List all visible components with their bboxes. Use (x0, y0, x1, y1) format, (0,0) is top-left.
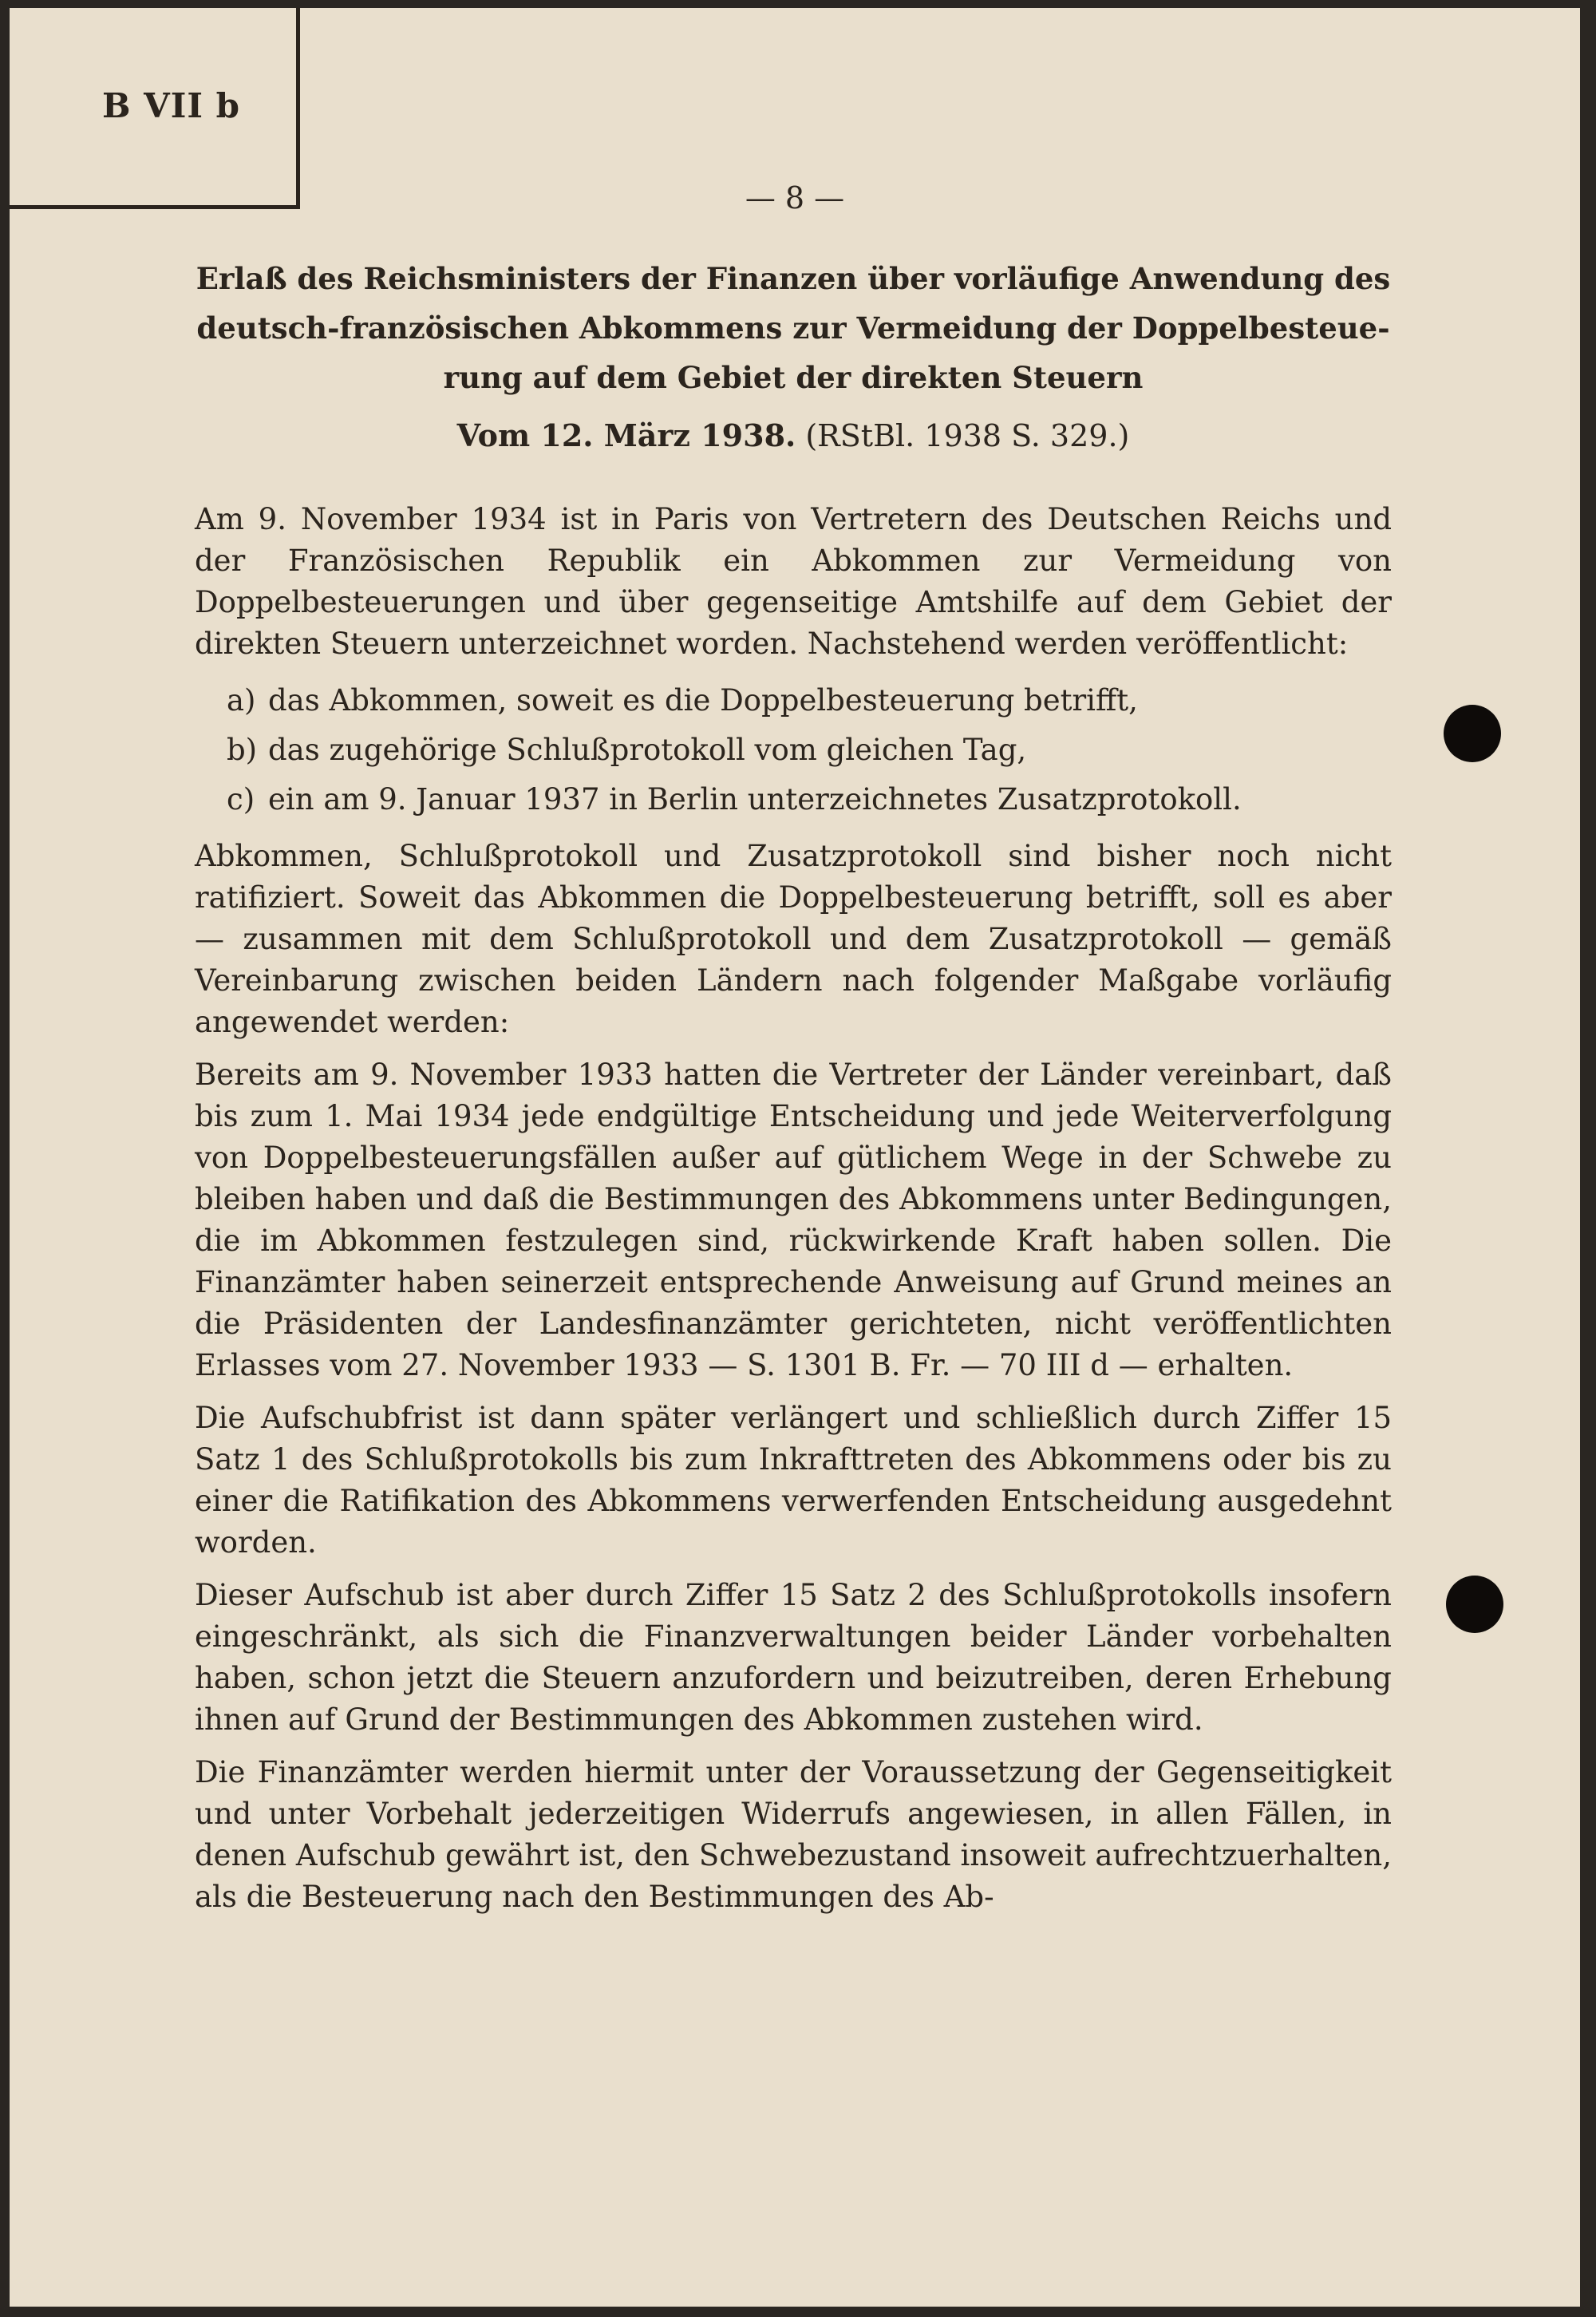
intro-paragraph: Am 9. November 1934 ist in Paris von Vertretern des Deutschen Reichs und der Französischen Republik ein Abkommen zur Vermeidung von Doppelbesteuerungen und über gegenseitige Amtshilfe auf dem Gebiet der direkten Steuern unterzeichnet worden. Nachstehend werden veröffentlicht: (195, 502, 1392, 661)
body-paragraph: Dieser Aufschub ist aber durch Ziffer 15 Satz 2 des Schlußprotokolls insofern eingeschränkt, als sich die Finanzverwaltungen beider Länder vorbehalten haben, schon jetzt die Steuern anzufordern und beizutreiben, deren Erhebung ihnen auf Grund der Bestimmungen des Abkommen zustehen wird. (195, 1578, 1392, 1737)
document-date: Vom 12. März 1938. (456, 417, 796, 453)
publication-list (195, 676, 1392, 824)
list-marker: c) (227, 782, 255, 816)
body-paragraph: Die Finanzämter werden hiermit unter der Voraussetzung der Gegenseitigkeit und unter Vorbehalt jederzeitigen Widerrufs angewiesen, in allen Fällen, in denen Aufschub gewährt ist, den Schwebezustand insoweit aufrechtzuerhalten, als die Besteuerung nach den Bestimmungen des Ab- (195, 1755, 1392, 1914)
list-item (227, 775, 1392, 824)
document-body (195, 499, 1392, 1929)
section-tab (10, 8, 300, 209)
list-item-text: ein am 9. Januar 1937 in Berlin unterzeichnetes Zusatzprotokoll. (268, 782, 1242, 816)
title-line: Erlaß des Reichsministers der Finanzen über vorläufige Anwendung des (196, 261, 1391, 296)
list-marker: a) (227, 683, 256, 718)
page-number: — 8 — (745, 180, 845, 215)
body-paragraph: Die Aufschubfrist ist dann später verlängert und schließlich durch Ziffer 15 Satz 1 des Schlußprotokolls bis zum Inkrafttreten des Abkommens oder bis zu einer die Ratifikation des Abkommens verwerfenden Entscheidung ausgedehnt worden. (195, 1401, 1392, 1560)
document-title (192, 254, 1395, 402)
document-source: (RStBl. 1938 S. 329.) (805, 418, 1130, 453)
list-item-text: das Abkommen, soweit es die Doppelbesteuerung betrifft, (268, 683, 1138, 718)
document-page (10, 8, 1580, 2307)
list-item (227, 726, 1392, 775)
body-paragraph: Abkommen, Schlußprotokoll und Zusatzprotokoll sind bisher noch nicht ratifiziert. Soweit das Abkommen die Doppelbesteuerung betrifft, soll es aber — zusammen mit dem Schlußprotokoll und dem Zusatzprotokoll — gemäß Vereinbarung zwischen beiden Ländern nach folgender Maßgabe vorläufig angewendet werden: (195, 839, 1392, 1039)
list-marker: b) (227, 733, 258, 767)
document-date-line (192, 417, 1395, 453)
list-item-text: das zugehörige Schlußprotokoll vom gleichen Tag, (268, 733, 1027, 767)
section-tab-label: B VII b (102, 86, 240, 125)
list-item (227, 676, 1392, 726)
title-line: rung auf dem Gebiet der direkten Steuern (443, 360, 1144, 395)
punch-hole (1446, 1576, 1503, 1633)
title-line: deutsch-französischen Abkommens zur Vermeidung der Doppelbesteue- (196, 310, 1390, 346)
punch-hole (1444, 705, 1501, 762)
body-paragraph: Bereits am 9. November 1933 hatten die Vertreter der Länder vereinbart, daß bis zum 1. Mai 1934 jede endgültige Entscheidung und jede Weiterverfolgung von Doppelbesteuerungsfällen außer auf gütlichem Wege in der Schwebe zu bleiben haben und daß die Bestimmungen des Abkommens unter Bedingungen, die im Abkommen festzulegen sind, rückwirkende Kraft haben sollen. Die Finanzämter haben seinerzeit entsprechende Anweisung auf Grund meines an die Präsidenten der Landesfinanzämter gerichteten, nicht veröffentlichten Erlasses vom 27. November 1933 — S. 1301 B. Fr. — 70 III d — erhalten. (195, 1058, 1392, 1382)
